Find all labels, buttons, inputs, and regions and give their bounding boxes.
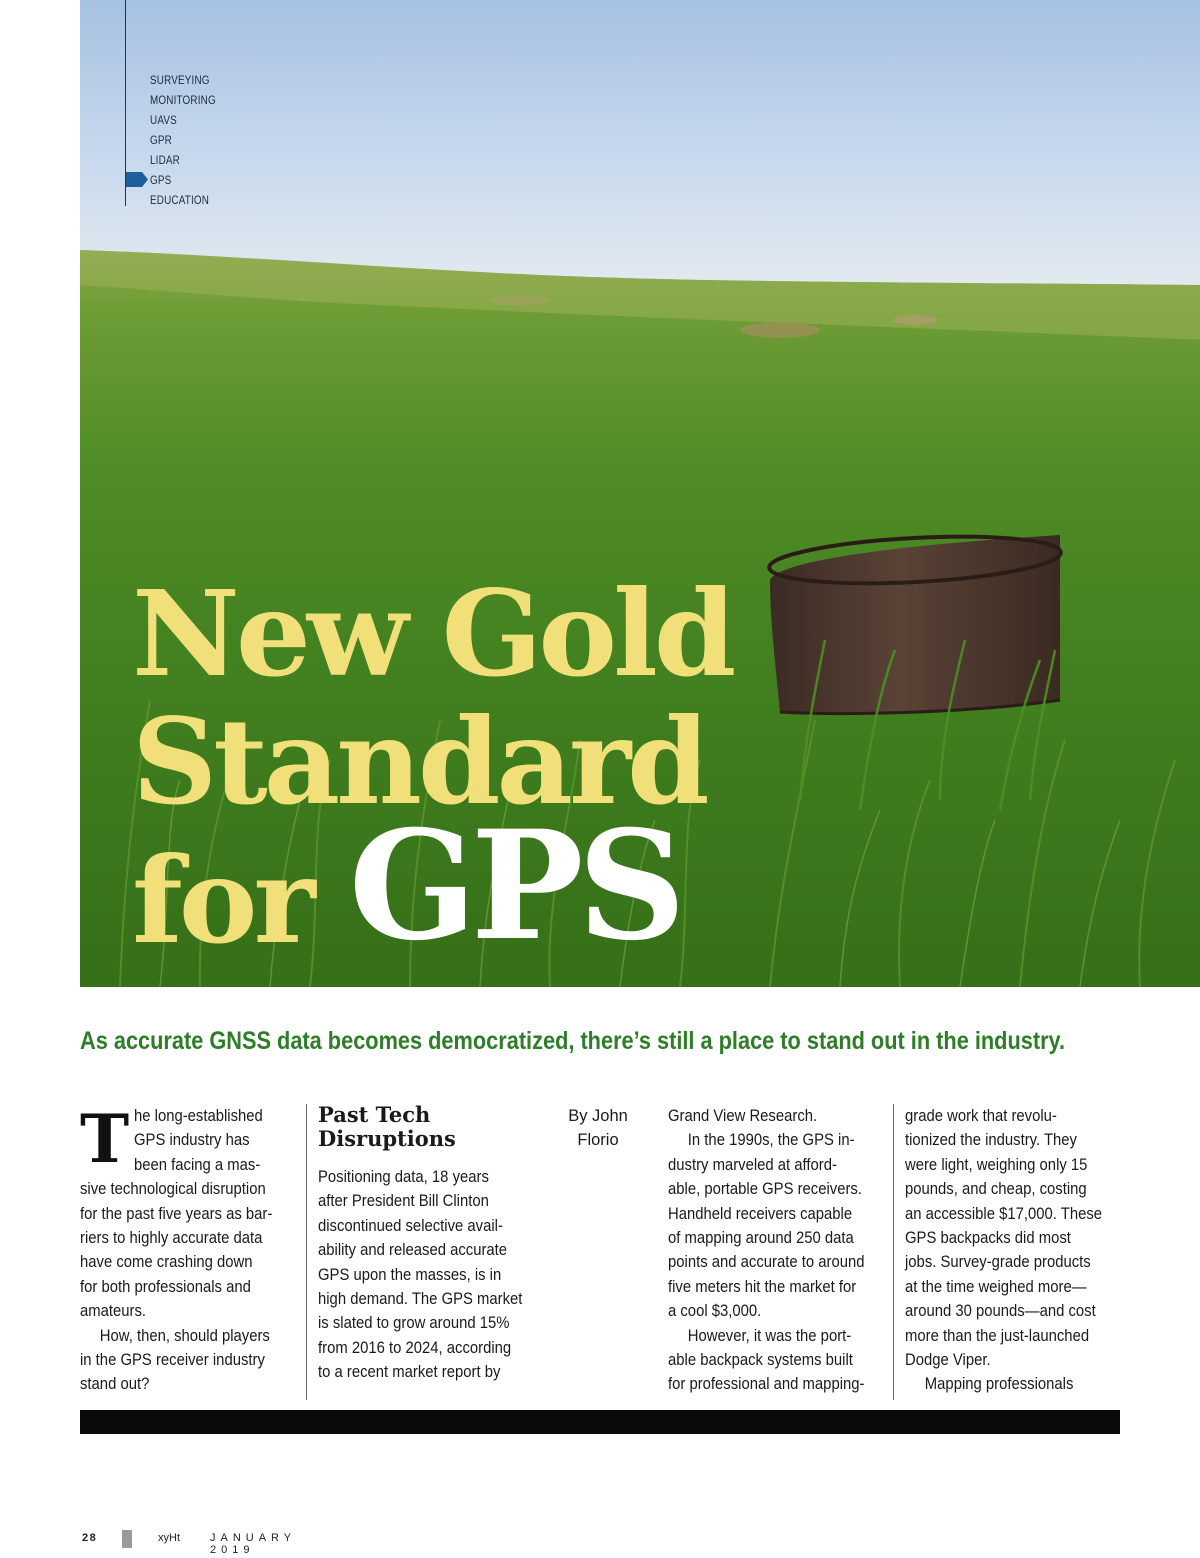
byline-line-2: Florio [577,1131,619,1150]
article-text-line: have come crashing down [80,1253,253,1272]
article-column-4 [905,1104,1120,1397]
article-text-line: high demand. The GPS market [318,1290,523,1309]
nav-item-uavs[interactable]: UAVS [150,115,177,127]
subhead [318,1103,456,1151]
column-divider [893,1104,894,1400]
article-text-line: Positioning data, 18 years [318,1168,489,1186]
headline-line-1: New Gold [132,564,733,703]
article-text-line: he long-established [134,1107,263,1125]
headline-line-3 [132,798,732,974]
article-text-line: GPS industry has [134,1131,250,1150]
article-text-line: able backpack systems built [668,1351,853,1370]
article-text-line: after President Bill Clinton [318,1192,489,1211]
article-text-line: However, it was the port- [687,1326,852,1345]
active-section-marker-icon [126,172,148,187]
bottom-black-bar [80,1410,1120,1434]
article-text-line: sive technological disruption [80,1180,266,1199]
section-nav-list [150,71,227,211]
footer-gray-block [122,1530,132,1548]
headline-line-2: Standard [132,692,706,831]
nav-item-gps[interactable]: GPS [150,175,172,187]
subhead-line-1: Past Tech [318,1102,431,1127]
article-text-line: Dodge Viper. [905,1351,991,1370]
article-text-line: for professional and mapping- [668,1375,865,1394]
article-text-line: of mapping around 250 data [668,1229,854,1248]
article-text-line: at the time weighed more— [905,1277,1087,1296]
article-column-1 [80,1100,295,1397]
article-text-line: discontinued selective avail- [318,1216,503,1235]
article-text-line: from 2016 to 2024, according [318,1338,512,1357]
byline [556,1104,640,1153]
article-text-line: pounds, and cheap, costing [905,1180,1087,1199]
article-text-line: GPS backpacks did most [905,1229,1071,1248]
article-text-line: amateurs. [80,1302,147,1321]
article-text-line: In the 1990s, the GPS in- [687,1131,855,1150]
article-text-line: dustry marveled at afford- [668,1155,837,1174]
article-text-line: How, then, should players [99,1326,270,1345]
article-text-line: for both professionals and [80,1277,251,1296]
byline-line-1: By John [568,1107,628,1125]
issue-date: JANUARY 2019 [210,1532,296,1556]
nav-item-education[interactable]: EDUCATION [150,195,210,207]
nav-item-gpr[interactable]: GPR [150,135,172,147]
article-text-line: an accessible $17,000. These [905,1204,1103,1223]
article-text-line: five meters hit the market for [668,1277,857,1296]
article-text-line: a cool $3,000. [668,1302,762,1321]
article-text-line: able, portable GPS receivers. [668,1180,862,1199]
article-text-line: stand out? [80,1375,150,1394]
article-text-line: been facing a mas- [134,1155,261,1174]
article-text-line: tionized the industry. They [905,1131,1077,1150]
headline [132,564,733,974]
page-number: 28 [82,1532,98,1544]
article-text-line: ability and released accurate [318,1241,508,1260]
article-text-line: Handheld receivers capable [668,1204,853,1223]
article-text-line: GPS upon the masses, is in [318,1265,502,1284]
article-text-line: around 30 pounds—and cost [905,1302,1096,1321]
headline-for: for [132,831,312,970]
deck: As accurate GNSS data becomes democratized, there’s still a place to stand out in the industry. [80,1027,1066,1055]
article-text-line: were light, weighing only 15 [905,1155,1088,1174]
article-text-line: in the GPS receiver industry [80,1351,265,1370]
nav-item-surveying[interactable]: SURVEYING [150,75,210,87]
article-text-line: Grand View Research. [668,1107,818,1125]
article-text-line: for the past five years as bar- [80,1204,273,1223]
nav-item-lidar[interactable]: LIDAR [150,155,180,167]
subhead-line-2: Disruptions [318,1126,456,1151]
article-column-2 [318,1165,543,1385]
article-text-line: jobs. Survey-grade products [905,1253,1091,1272]
headline-gps: GPS [348,798,680,974]
article-text-line: grade work that revolu- [905,1107,1057,1125]
article-text-line: Mapping professionals [924,1375,1074,1394]
nav-item-monitoring[interactable]: MONITORING [150,95,216,107]
article-text-line: more than the just-launched [905,1326,1090,1345]
magazine-name: xyHt [158,1532,180,1544]
article-text-line: riers to highly accurate data [80,1229,263,1248]
section-nav [125,0,246,206]
article-text-line: points and accurate to around [668,1253,865,1272]
article-text-line: to a recent market report by [318,1363,501,1382]
article-column-3 [668,1104,883,1397]
drop-cap: T [80,1100,130,1178]
column-divider [306,1104,307,1400]
article-text-line: is slated to grow around 15% [318,1314,510,1333]
